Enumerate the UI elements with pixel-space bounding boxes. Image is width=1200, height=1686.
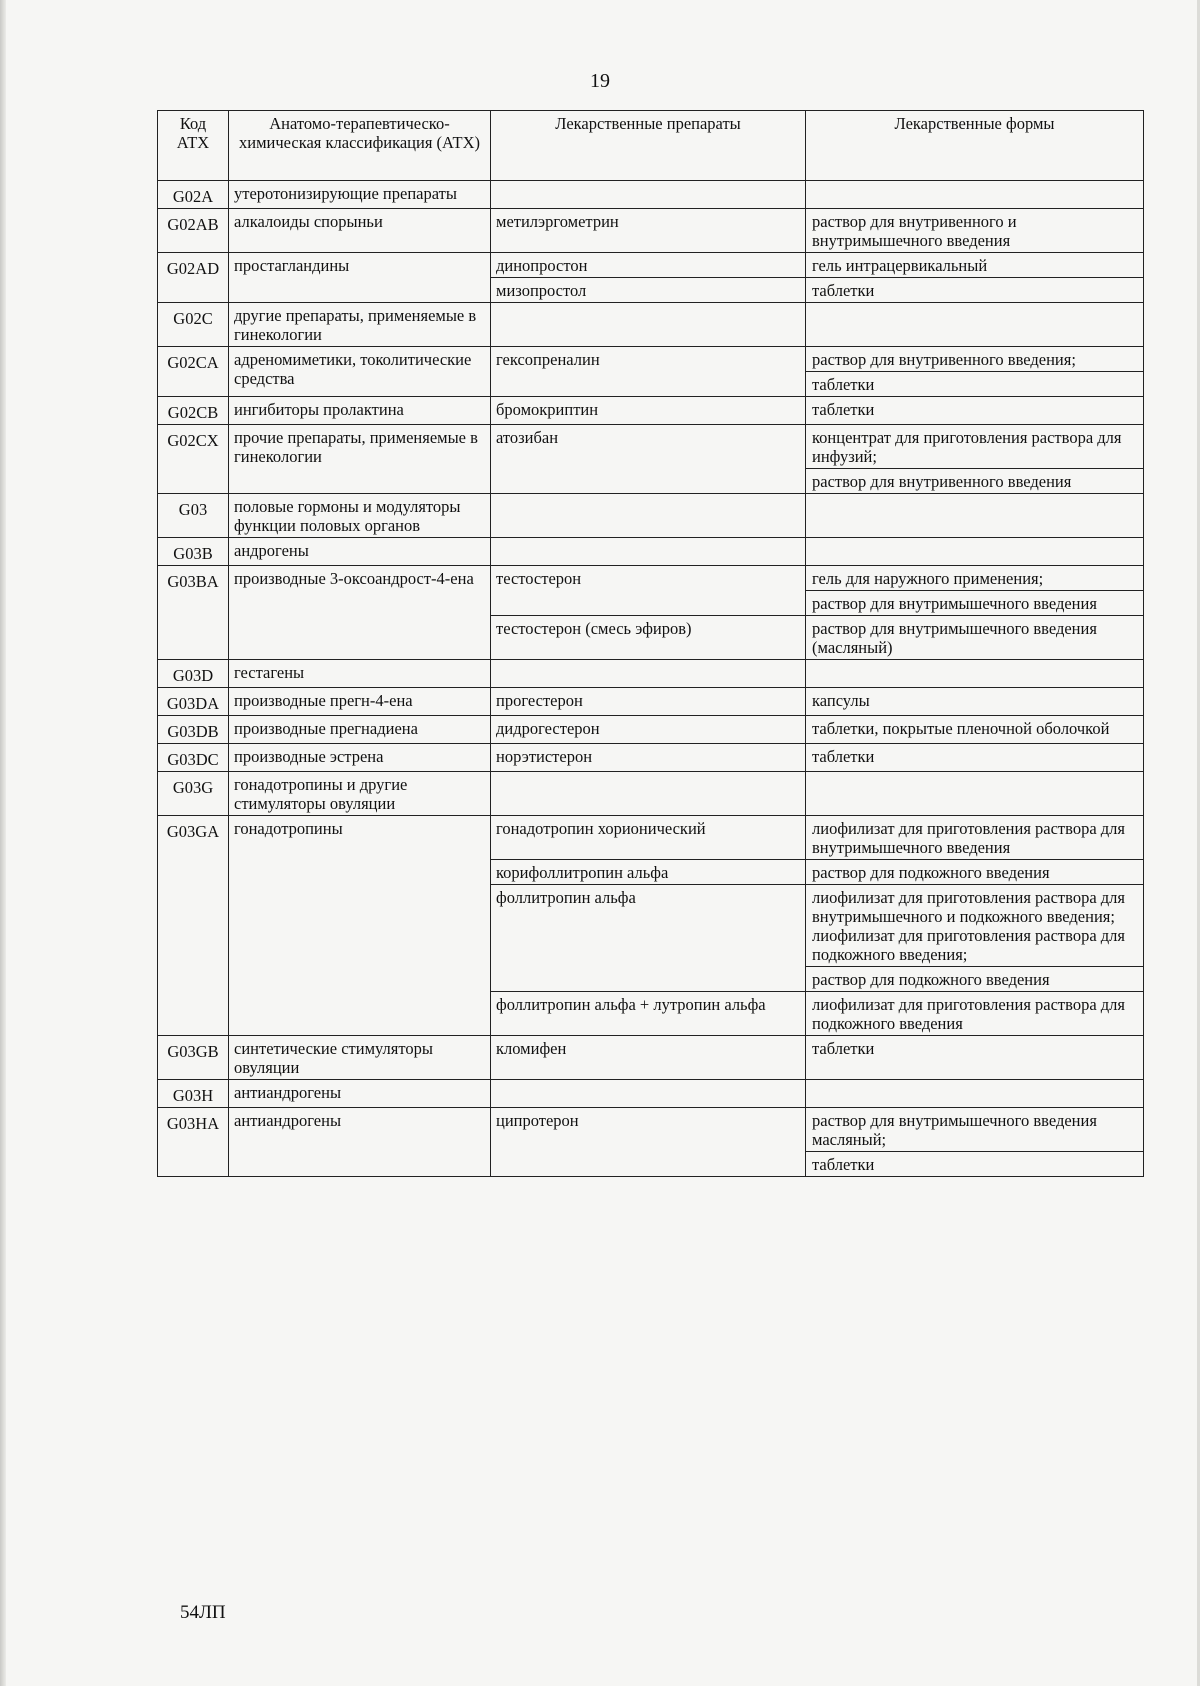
drug-name-cell: кломифен	[491, 1036, 806, 1080]
atx-code-cell: G03D	[158, 660, 229, 688]
dosage-form-item: лиофилизат для приготовления раствора для внутримышечного и подкожного введения; лиофилизат для приготовления раствора для подкожного введения;	[806, 885, 1143, 967]
dosage-form-item: раствор для подкожного введения	[812, 970, 1050, 989]
dosage-forms-cell	[806, 1080, 1144, 1108]
atx-classification-cell: утеротонизирующие препараты	[229, 181, 491, 209]
atx-classification-cell: производные прегн-4-ена	[229, 688, 491, 716]
atx-classification-cell: синтетические стимуляторы овуляции	[229, 1036, 491, 1080]
table-row	[158, 566, 1144, 616]
dosage-form-item: раствор для внутримышечного введения	[812, 594, 1097, 613]
dosage-forms-cell	[806, 181, 1144, 209]
dosage-forms-cell	[806, 494, 1144, 538]
drug-name-cell: корифоллитропин альфа	[491, 860, 806, 885]
dosage-form-item: таблетки	[812, 281, 875, 300]
header-forms: Лекарственные формы	[806, 111, 1144, 181]
header-drugs: Лекарственные препараты	[491, 111, 806, 181]
table-row	[158, 660, 1144, 688]
drug-name-cell: мизопростол	[491, 278, 806, 303]
drug-name-cell: прогестерон	[491, 688, 806, 716]
atx-code-cell: G03HA	[158, 1108, 229, 1177]
drug-name-cell: норэтистерон	[491, 744, 806, 772]
atx-code-cell: G02A	[158, 181, 229, 209]
dosage-form-item	[806, 181, 1143, 205]
dosage-form-item: гель интрацервикальный	[812, 256, 988, 275]
dosage-form-item	[806, 494, 1143, 518]
table-row	[158, 1080, 1144, 1108]
drug-name-cell: метилэргометрин	[491, 209, 806, 253]
table-body	[158, 181, 1144, 1177]
atx-classification-cell: гестагены	[229, 660, 491, 688]
atx-code-cell: G03G	[158, 772, 229, 816]
atx-table	[157, 110, 1144, 1177]
dosage-form-item	[806, 772, 1143, 796]
atx-code-cell: G03H	[158, 1080, 229, 1108]
dosage-form-item: капсулы	[812, 691, 870, 710]
table-row	[158, 1108, 1144, 1177]
atx-classification-cell: алкалоиды спорыньи	[229, 209, 491, 253]
header-classification: Анатомо-терапевтическо-химическая классификация (АТХ)	[229, 111, 491, 181]
dosage-forms-cell	[806, 209, 1144, 253]
header-row	[158, 111, 1144, 181]
dosage-forms-cell	[806, 660, 1144, 688]
drug-name-cell	[491, 1080, 806, 1108]
dosage-forms-cell	[806, 566, 1144, 616]
atx-code-cell: G02AD	[158, 253, 229, 303]
atx-code-cell: G02C	[158, 303, 229, 347]
dosage-forms-cell	[806, 303, 1144, 347]
table-row	[158, 181, 1144, 209]
table-row	[158, 538, 1144, 566]
page-number: 19	[590, 70, 610, 92]
drug-name-cell	[491, 303, 806, 347]
table-header	[158, 111, 1144, 181]
drug-name-cell	[491, 660, 806, 688]
dosage-form-item	[806, 660, 1143, 684]
dosage-form-item	[806, 538, 1143, 562]
dosage-form-item	[806, 303, 1143, 327]
dosage-forms-cell	[806, 616, 1144, 660]
scan-edge-left	[0, 0, 6, 1686]
dosage-forms-cell	[806, 1108, 1144, 1177]
dosage-forms-cell	[806, 744, 1144, 772]
drug-name-cell: атозибан	[491, 425, 806, 494]
atx-classification-cell: ингибиторы пролактина	[229, 397, 491, 425]
drug-name-cell: гонадотропин хорионический	[491, 816, 806, 860]
atx-classification-cell: антиандрогены	[229, 1080, 491, 1108]
header-code: Код АТХ	[158, 111, 229, 181]
table-row	[158, 253, 1144, 278]
dosage-form-item: таблетки	[812, 1039, 875, 1058]
drug-name-cell	[491, 772, 806, 816]
dosage-forms-cell	[806, 397, 1144, 425]
dosage-form-item: раствор для внутривенного введения	[812, 472, 1072, 491]
dosage-form-item: раствор для внутримышечного введения масляный;	[806, 1108, 1143, 1152]
drug-name-cell	[491, 181, 806, 209]
table-row	[158, 494, 1144, 538]
table-row	[158, 425, 1144, 494]
dosage-form-item: раствор для внутримышечного введения (масляный)	[812, 619, 1097, 657]
drug-name-cell: тестостерон	[491, 566, 806, 616]
atx-code-cell: G02AB	[158, 209, 229, 253]
drug-name-cell: дидрогестерон	[491, 716, 806, 744]
drug-name-cell	[491, 494, 806, 538]
drug-name-cell: бромокриптин	[491, 397, 806, 425]
atx-code-cell: G02CA	[158, 347, 229, 397]
dosage-forms-cell	[806, 716, 1144, 744]
atx-classification-cell: андрогены	[229, 538, 491, 566]
dosage-form-item: концентрат для приготовления раствора для инфузий;	[806, 425, 1143, 469]
table-row	[158, 744, 1144, 772]
atx-code-cell: G03DA	[158, 688, 229, 716]
drug-name-cell: динопростон	[491, 253, 806, 278]
dosage-form-item: раствор для внутривенного и внутримышечного введения	[812, 212, 1017, 250]
table-row	[158, 772, 1144, 816]
dosage-form-item: таблетки	[812, 1155, 875, 1174]
dosage-forms-cell	[806, 278, 1144, 303]
table-row	[158, 397, 1144, 425]
dosage-form-item: таблетки, покрытые пленочной оболочкой	[812, 719, 1110, 738]
atx-classification-cell: прочие препараты, применяемые в гинекологии	[229, 425, 491, 494]
dosage-form-item: лиофилизат для приготовления раствора для подкожного введения	[812, 995, 1125, 1033]
dosage-form-item: таблетки	[812, 375, 875, 394]
drug-name-cell: фоллитропин альфа	[491, 885, 806, 992]
dosage-forms-cell	[806, 816, 1144, 860]
atx-code-cell: G03GA	[158, 816, 229, 1036]
dosage-form-item: таблетки	[812, 400, 875, 419]
atx-classification-cell: антиандрогены	[229, 1108, 491, 1177]
dosage-forms-cell	[806, 425, 1144, 494]
drug-name-cell: гексопреналин	[491, 347, 806, 397]
dosage-form-item: гель для наружного применения;	[806, 566, 1143, 591]
table-row	[158, 209, 1144, 253]
table-row	[158, 347, 1144, 397]
document-code: 54ЛП	[180, 1602, 226, 1623]
atx-classification-cell: гонадотропины	[229, 816, 491, 1036]
drug-name-cell: тестостерон (смесь эфиров)	[491, 616, 806, 660]
drug-name-cell: фоллитропин альфа + лутропин альфа	[491, 992, 806, 1036]
atx-code-cell: G02CX	[158, 425, 229, 494]
table-row	[158, 688, 1144, 716]
atx-classification-cell: адреномиметики, токолитические средства	[229, 347, 491, 397]
dosage-forms-cell	[806, 860, 1144, 885]
atx-code-cell: G03DB	[158, 716, 229, 744]
dosage-forms-cell	[806, 885, 1144, 992]
atx-code-cell: G03B	[158, 538, 229, 566]
atx-code-cell: G03	[158, 494, 229, 538]
atx-classification-cell: половые гормоны и модуляторы функции половых органов	[229, 494, 491, 538]
dosage-form-item: раствор для внутривенного введения;	[806, 347, 1143, 372]
table-row	[158, 716, 1144, 744]
atx-classification-cell: другие препараты, применяемые в гинекологии	[229, 303, 491, 347]
atx-classification-cell: простагландины	[229, 253, 491, 303]
dosage-form-item	[806, 1080, 1143, 1104]
atx-classification-cell: производные 3-оксоандрост-4-ена	[229, 566, 491, 660]
dosage-form-item: таблетки	[812, 747, 875, 766]
atx-classification-cell: гонадотропины и другие стимуляторы овуляции	[229, 772, 491, 816]
dosage-forms-cell	[806, 688, 1144, 716]
atx-classification-cell: производные эстрена	[229, 744, 491, 772]
atx-code-cell: G03GB	[158, 1036, 229, 1080]
dosage-forms-cell	[806, 1036, 1144, 1080]
atx-classification-cell: производные прегнадиена	[229, 716, 491, 744]
atx-code-cell: G03BA	[158, 566, 229, 660]
dosage-forms-cell	[806, 992, 1144, 1036]
table-row	[158, 816, 1144, 860]
dosage-forms-cell	[806, 253, 1144, 278]
atx-code-cell: G02CB	[158, 397, 229, 425]
table-row	[158, 303, 1144, 347]
dosage-forms-cell	[806, 772, 1144, 816]
drug-name-cell	[491, 538, 806, 566]
dosage-form-item: раствор для подкожного введения	[812, 863, 1050, 882]
dosage-forms-cell	[806, 347, 1144, 397]
atx-code-cell: G03DC	[158, 744, 229, 772]
dosage-form-item: лиофилизат для приготовления раствора для внутримышечного введения	[812, 819, 1125, 857]
drug-name-cell: ципротерон	[491, 1108, 806, 1177]
table-row	[158, 1036, 1144, 1080]
dosage-forms-cell	[806, 538, 1144, 566]
